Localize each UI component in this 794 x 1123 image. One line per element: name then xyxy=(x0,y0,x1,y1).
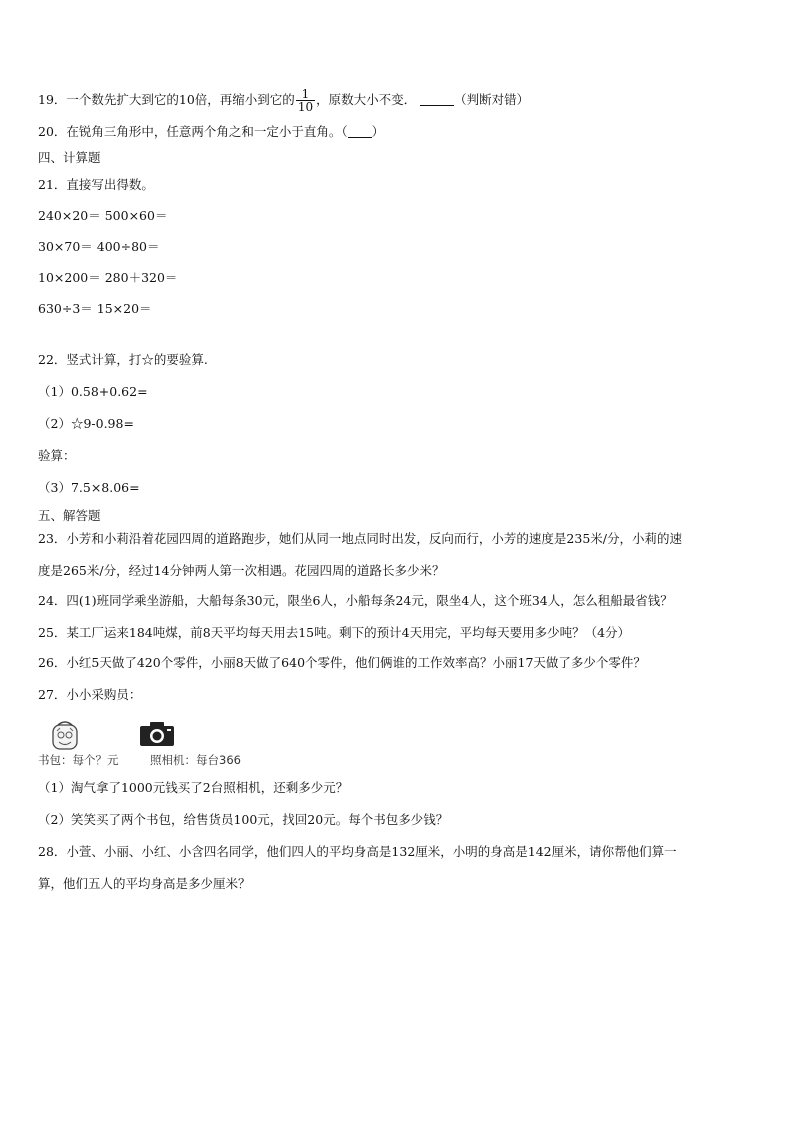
q20-tail: ） xyxy=(371,124,385,139)
question-21-title: 21．直接写出得数。 xyxy=(38,177,154,192)
camera-caption: 照相机：每台366 xyxy=(150,753,241,767)
q20-text: 20．在锐角三角形中，任意两个角之和一定小于直角。（ xyxy=(38,124,348,139)
question-23-line-1: 23．小芳和小莉沿着花园四周的道路跑步，她们从同一地点同时出发，反向而行，小芳的速度是235米/分，小莉的速 xyxy=(38,531,682,546)
q22-check-label: 验算： xyxy=(38,448,76,463)
q27-part-1: （1）淘气拿了1000元钱买了2台照相机，还剩多少元？ xyxy=(38,780,349,795)
question-28-line-1: 28．小萱、小丽、小红、小含四名同学，他们四人的平均身高是132厘米，小明的身高是142厘米，请你帮他们算一 xyxy=(38,844,677,859)
question-23-line-2: 度是265米/分，经过14分钟两人第一次相遇。花园四周的道路长多少米？ xyxy=(38,563,445,578)
calc-row: 30×70＝ 400÷80＝ xyxy=(38,239,160,254)
section-heading-5: 五、解答题 xyxy=(38,508,101,523)
calc-row: 10×200＝ 280＋320＝ xyxy=(38,270,178,285)
section-heading-4: 四、计算题 xyxy=(38,150,101,165)
question-24: 24．四(1)班同学乘坐游船，大船每条30元，限坐6人，小船每条24元，限坐4人，这个班34人，怎么租船最省钱？ xyxy=(38,593,673,608)
q19-prefix: 19．一个数先扩大到它的10倍，再缩小到它的 xyxy=(38,92,295,107)
answer-blank[interactable] xyxy=(348,125,372,138)
question-22-title: 22．竖式计算，打☆的要验算. xyxy=(38,352,208,367)
q19-suffix: ，原数大小不变． xyxy=(316,92,417,107)
backpack-caption: 书包：每个？元 xyxy=(38,753,119,767)
camera-icon xyxy=(138,720,176,752)
question-26: 26．小红5天做了420个零件，小丽8天做了640个零件，他们俩谁的工作效率高？小丽17天做了多少个零件？ xyxy=(38,655,646,670)
fraction-one-tenth xyxy=(296,88,315,113)
fraction-denominator: 10 xyxy=(297,100,314,114)
fraction-numerator: 1 xyxy=(296,88,315,101)
calc-row: 630÷3＝ 15×20＝ xyxy=(38,301,152,316)
question-25: 25．某工厂运来184吨煤，前8天平均每天用去15吨。剩下的预计4天用完，平均每天要用多少吨？（4分） xyxy=(38,625,631,640)
q27-part-2: （2）笑笑买了两个书包，给售货员100元，找回20元。每个书包多少钱？ xyxy=(38,812,449,827)
question-19 xyxy=(38,88,529,113)
answer-blank[interactable] xyxy=(420,93,454,106)
backpack-icon xyxy=(48,718,82,756)
q22-part-3: （3）7.5×8.06= xyxy=(38,480,140,495)
question-27-title: 27．小小采购员： xyxy=(38,687,142,702)
question-28-line-2: 算，他们五人的平均身高是多少厘米？ xyxy=(38,876,251,891)
q22-part-1: （1）0.58+0.62= xyxy=(38,384,148,399)
q22-part-2: （2）☆9-0.98= xyxy=(38,416,134,431)
calc-row: 240×20＝ 500×60＝ xyxy=(38,208,168,223)
q19-tail: （判断对错） xyxy=(454,92,530,107)
question-20 xyxy=(38,124,384,140)
